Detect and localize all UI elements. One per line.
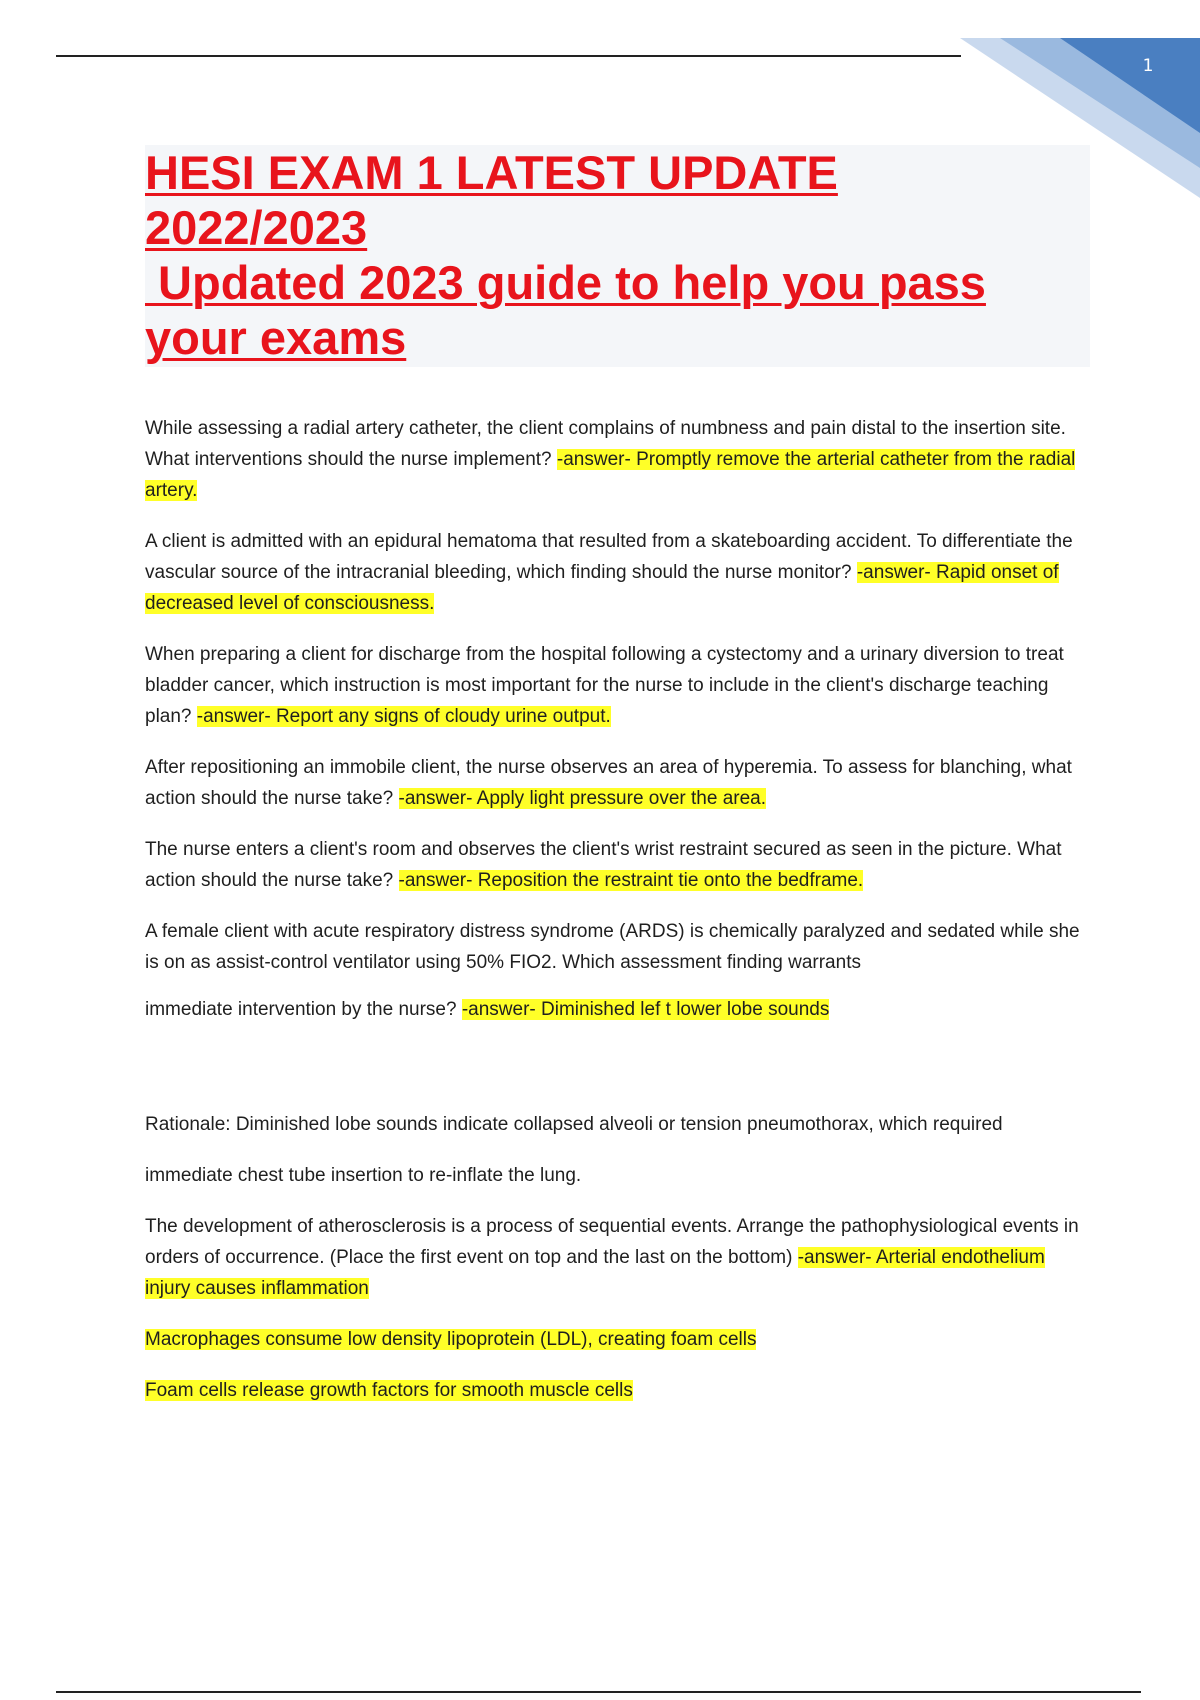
answer-highlight: -answer- Report any signs of cloudy urine output. [196,706,611,727]
qa-item [145,834,1090,896]
ards-question [145,916,1090,978]
ards-question-text: A female client with acute respiratory distress syndrome (ARDS) is chemically paralyzed and sedated while she is on as assist-control ventilator using 50% FIO2. Which assessment finding warrants [145,921,1080,973]
qa-item [145,413,1090,506]
question-text: A client is admitted with an epidural hematoma that resulted from a skateboarding accident. To differentiate the vascular source of the intracranial bleeding, which finding should the nurse monitor? [145,531,1073,583]
answer-highlight: -answer- Diminished lef t lower lobe sounds [461,999,830,1020]
sequence-step-text: Foam cells release growth factors for smooth muscle cells [145,1380,633,1401]
question-text: The nurse enters a client's room and observes the client's wrist restraint secured as seen in the picture. What action should the nurse take? [145,839,1062,891]
answer-highlight: -answer- Rapid onset of decreased level of consciousness. [145,562,1059,614]
title-block [145,145,1090,367]
document-body [145,413,1090,1426]
title-line-4: your exams [145,311,407,364]
sequence-step-text: Macrophages consume low density lipoprotein (LDL), creating foam cells [145,1329,757,1350]
ards-question-text-2: immediate intervention by the nurse? [145,999,462,1020]
spacer [145,1045,1090,1109]
title-line-2: 2022/2023 [145,201,368,254]
question-text: When preparing a client for discharge from the hospital following a cystectomy and a urinary diversion to treat bladder cancer, which instruction is most important for the nurse to include in the client's discharge teaching plan? [145,644,1064,727]
sequence-step [145,1375,1090,1406]
header-rule [56,55,961,57]
answer-highlight: -answer- Apply light pressure over the area. [398,788,767,809]
qa-item [145,526,1090,619]
rationale-line-1: Rationale: Diminished lobe sounds indicate collapsed alveoli or tension pneumothorax, which required [145,1114,1003,1135]
rationale-line-2: immediate chest tube insertion to re-inflate the lung. [145,1165,582,1186]
qa-item [145,639,1090,732]
document-title [145,145,1090,365]
answer-highlight: -answer- Arterial endothelium injury causes inflammation [145,1247,1045,1299]
qa-item [145,752,1090,814]
title-line-3: Updated 2023 guide to help you pass [145,256,986,309]
qa-item [145,1211,1090,1304]
question-text: The development of atherosclerosis is a process of sequential events. Arrange the pathophysiological events in orders of occurrence. (Place the first event on top and the last on the bottom) [145,1216,1079,1268]
question-text: While assessing a radial artery catheter, the client complains of numbness and pain distal to the insertion site. What interventions should the nurse implement? [145,418,1066,470]
sequence-step [145,1324,1090,1355]
answer-highlight: -answer- Reposition the restraint tie onto the bedframe. [398,870,864,891]
ards-question-continued [145,994,1090,1025]
page-number: 1 [1142,56,1154,76]
answer-highlight: -answer- Promptly remove the arterial catheter from the radial artery. [145,449,1076,501]
question-text: After repositioning an immobile client, the nurse observes an area of hyperemia. To assess for blanching, what action should the nurse take? [145,757,1072,809]
title-line-1: HESI EXAM 1 LATEST UPDATE [145,146,838,199]
footer-rule [56,1691,1141,1693]
